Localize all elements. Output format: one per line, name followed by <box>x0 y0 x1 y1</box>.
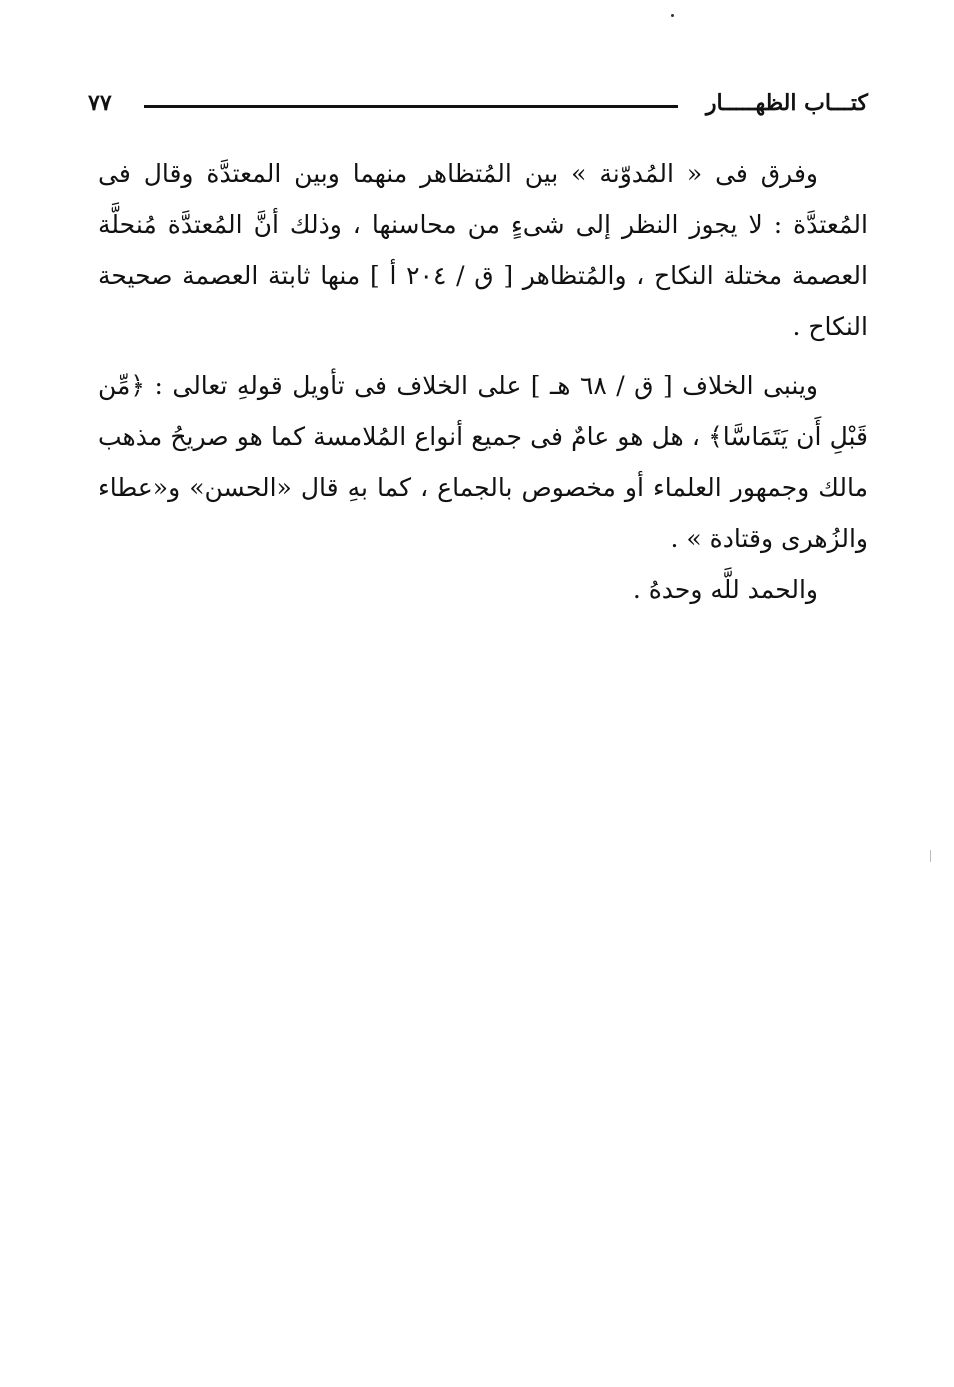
paragraph-2: وينبى الخلاف [ ق / ٦٨ هـ ] على الخلاف فى تأويل قولهِ تعالى : ﴿مِّن قَبْلِ أَن يَتَمَاسَّا﴾ ، هل هو عامٌ فى جميع أنواع المُلامسة كما هو صريحُ مذهب مالك وجمهور العلماء أو مخصوص بالجماع ، كما بهِ قال «الحسن» و«عطاء والزُهرى وقتادة » . <box>98 371 868 553</box>
body-text <box>98 148 868 615</box>
closing-line: والحمد للَّه وحدهُ . <box>632 575 818 604</box>
running-header <box>88 88 868 124</box>
page-speck <box>671 14 674 17</box>
margin-mark <box>930 850 931 862</box>
header-title: كتـــاب الظهـــــار <box>705 90 868 116</box>
page-number: ٧٧ <box>88 90 112 116</box>
header-rule <box>144 105 678 108</box>
paragraph-1: وفرق فى « المُدوّنة » بين المُتظاهر منهما وبين المعتدَّة وقال فى المُعتدَّة : لا يجوز النظر إلى شىءٍ من محاسنها ، وذلك أنَّ المُعتدَّة مُنحلَّة العصمة مختلة النكاح ، والمُتظاهر [ ق / ٢٠٤ أ ] منها ثابتة العصمة صحيحة النكاح . <box>98 159 868 341</box>
